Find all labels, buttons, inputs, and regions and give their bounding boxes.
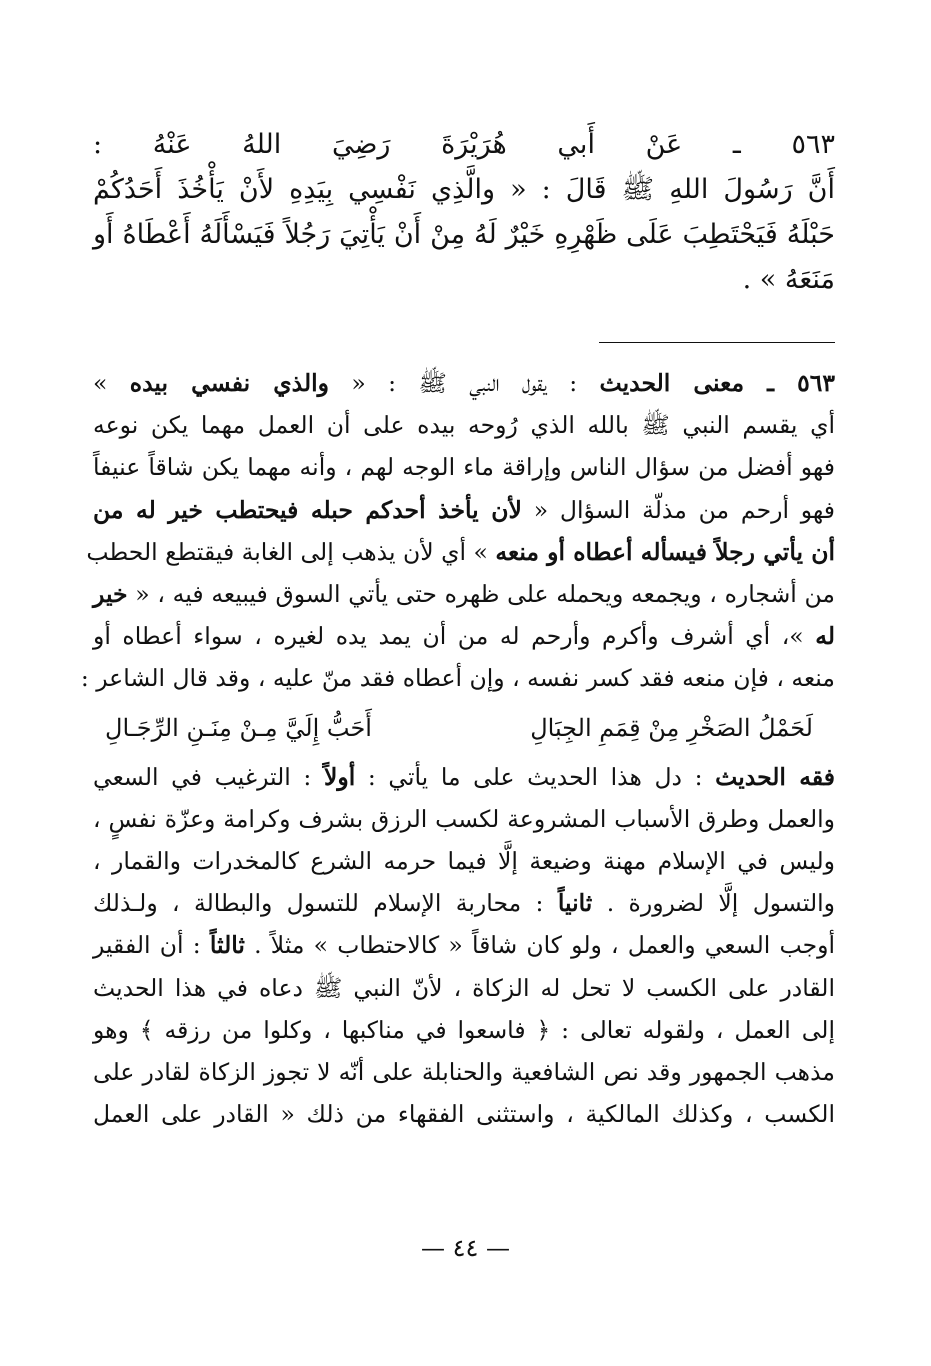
commentary-line: الكسب ، وكذلك المالكية ، واستثنى الفقهاء من ذلك « القادر على العمل xyxy=(93,1100,835,1129)
commentary-line: فهو أرحم من مذلّة السؤال « لأن يأخذ أحدكم حبله فيحتطب خير له من xyxy=(93,495,835,524)
hadith-line: مَنَعَهُ » . xyxy=(742,264,835,295)
commentary-line: فهو أفضل من سؤال الناس وإراقة ماء الوجه لهم ، وأنه مهما يكن شاقاً عنيفاً xyxy=(93,453,835,482)
hadith-line: أَنَّ رَسُولَ اللهِ ﷺ قَالَ : « والَّذِي نَفْسِي بِيَدِهِ لأَنْ يَأْخُذَ أَحَدُكُمْ xyxy=(93,174,835,205)
commentary-line: وليس في الإسلام مهنة وضيعة إلَّا فيما حرمه الشرع كالمخدرات والقمار ، xyxy=(93,847,835,876)
commentary-line: له »، أي أشرف وأكرم وأرحم له من أن يمد يده لغيره ، سواء أعطاه أو xyxy=(93,622,835,651)
commentary-line: مذهب الجمهور وقد نص الشافعية والحنابلة على أنّه لا تجوز الزكاة لقادر على xyxy=(93,1058,835,1087)
hadith-text xyxy=(93,122,835,302)
section-divider xyxy=(599,342,835,343)
quoted-hadith: أن يأتي رجلاً فيسأله أعطاه أو منعه xyxy=(495,537,835,566)
commentary-line: والعمل وطرق الأسباب المشروعة لكسب الرزق بشرف وكرامة وعزّة نفسٍ ، xyxy=(93,804,835,833)
verse-second-hemistich: أَحَبُّ إِلَيَّ مِـنْ مِنَـنِ الرِّجَـالِ xyxy=(105,713,372,742)
commentary-line: ٥٦٣ ـ معنى الحديث : يقول النبي ﷺ : « والذي نفسي بيده » xyxy=(93,369,835,397)
commentary-line: القادر على الكسب لا تحل له الزكاة ، لأنّ النبي ﷺ دعاه في هذا الحديث xyxy=(93,973,835,1002)
verse-first-hemistich: لَحَمْلُ الصَخْرِ مِنْ قِمَمِ الجِبَالِ xyxy=(530,713,813,742)
section-heading: ٥٦٣ ـ معنى الحديث xyxy=(599,369,835,397)
point-label: أولاً xyxy=(323,762,356,791)
commentary-line: منعه ، فإن منعه فقد كسر نفسه ، وإن أعطاه فقد منّ عليه ، وقد قال الشاعر : xyxy=(80,664,835,693)
quoted-hadith: خير xyxy=(93,580,128,609)
section-heading: فقه الحديث xyxy=(715,762,836,791)
commentary-line: من أشجاره ، ويجمعه ويحمله على ظهره حتى يأتي السوق فيبيعه فيه ، « خير xyxy=(93,580,835,609)
quoted-hadith: والذي نفسي بيده xyxy=(129,369,329,397)
point-label: ثالثاً xyxy=(209,931,245,960)
quoted-hadith: له xyxy=(815,622,835,651)
poetry-verse xyxy=(93,704,835,752)
point-label: ثانياً xyxy=(557,889,593,918)
hadith-line: ٥٦٣ ـ عَنْ أَبي هُرَيْرَةَ رَضِيَ اللهُ عَنْهُ : xyxy=(93,129,835,160)
commentary-line: فقه الحديث : دل هذا الحديث على ما يأتي : أولاً : الترغيب في السعي xyxy=(93,762,836,791)
commentary-line: أي يقسم النبي ﷺ بالله الذي رُوحه بيده على أن العمل مهما يكن نوعه xyxy=(93,411,835,440)
commentary-line: إلى العمل ، ولقوله تعالى : ﴿ فاسعوا في مناكبها ، وكلوا من رزقه ﴾ وهو xyxy=(93,1015,835,1044)
commentary-text xyxy=(80,362,836,1135)
commentary-line: أوجب السعي والعمل ، ولو كان شاقاً « كالاحتطاب » مثلاً . ثالثاً : أن الفقير xyxy=(93,931,835,960)
commentary-line: والتسول إلَّا لضرورة . ثانياً : محاربة الإسلام للتسول والبطالة ، ولـذلك xyxy=(93,889,835,918)
commentary-line: أن يأتي رجلاً فيسأله أعطاه أو منعه » أي لأن يذهب إلى الغابة فيقتطع الحطب xyxy=(86,537,835,566)
hadith-line: حَبْلَهُ فَيَحْتَطِبَ عَلَى ظَهْرِهِ خَيْرٌ لَهُ مِنْ أَنْ يَأْتِيَ رَجُلاً فَيَسْأَلَهُ أَعْطَاهُ أَو xyxy=(93,219,835,250)
page-number: — ٤٤ — xyxy=(420,1234,511,1262)
quoted-hadith: لأن يأخذ أحدكم حبله فيحتطب خير له من xyxy=(93,495,522,524)
page-footer xyxy=(0,1234,931,1262)
